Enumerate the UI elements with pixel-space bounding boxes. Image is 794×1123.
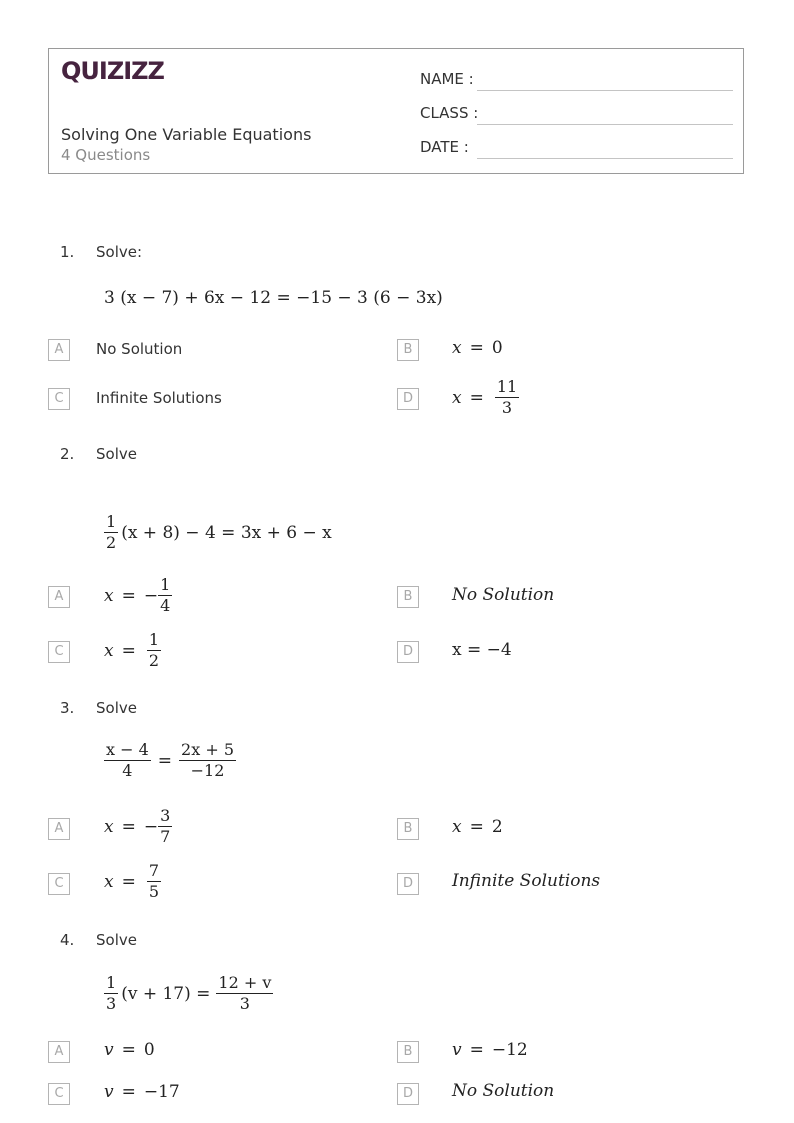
option-var: v (452, 1040, 462, 1060)
option-a[interactable]: No Solution (96, 340, 183, 358)
option-c[interactable] (104, 861, 164, 902)
option-letter[interactable]: A (48, 339, 70, 361)
fraction-denominator: 4 (122, 761, 133, 780)
option-var: x (452, 338, 462, 358)
name-line[interactable] (477, 90, 733, 91)
option-eq: = (121, 816, 136, 837)
option-fraction (147, 861, 161, 902)
equation-rhs-fraction (216, 973, 273, 1014)
option-eq: = (121, 1040, 136, 1060)
equation-rest: (x + 8) − 4 = 3x + 6 − x (121, 522, 332, 543)
class-field[interactable] (420, 101, 733, 125)
option-letter[interactable]: D (397, 1083, 419, 1105)
fraction-denominator: 4 (160, 596, 171, 615)
option-eq: = (469, 1040, 484, 1060)
question-equation (104, 973, 276, 1014)
fraction-numerator: 7 (148, 861, 160, 880)
option-fraction (158, 806, 172, 847)
name-field[interactable] (420, 67, 733, 91)
fraction-denominator: 3 (239, 994, 250, 1013)
option-eq: = (121, 871, 136, 892)
option-c[interactable] (104, 630, 164, 671)
option-letter[interactable]: D (397, 641, 419, 663)
option-eq: = (469, 387, 484, 408)
option-letter[interactable]: C (48, 1083, 70, 1105)
question-prompt: Solve (96, 699, 137, 717)
question-equation (104, 740, 239, 781)
fraction-numerator: 12 + v (218, 973, 272, 992)
class-line[interactable] (477, 124, 733, 125)
option-letter[interactable]: B (397, 339, 419, 361)
option-letter[interactable]: C (48, 388, 70, 410)
question-number: 1. (60, 243, 75, 261)
option-value: 0 (143, 1040, 155, 1060)
option-fraction (495, 377, 519, 418)
fraction-numerator: x − 4 (106, 740, 149, 759)
option-value: −17 (143, 1082, 180, 1102)
option-b[interactable] (452, 817, 503, 837)
option-letter[interactable]: D (397, 388, 419, 410)
fraction-denominator: −12 (190, 761, 225, 780)
option-eq: = (121, 640, 136, 661)
option-a[interactable] (104, 575, 175, 616)
equation-equals: = (157, 750, 173, 771)
question-prompt: Solve: (96, 243, 143, 261)
equation-fraction (104, 512, 118, 553)
option-d[interactable] (452, 377, 522, 418)
fraction-numerator: 11 (496, 377, 518, 396)
option-letter[interactable]: C (48, 873, 70, 895)
worksheet-header (48, 48, 744, 174)
option-var: x (104, 816, 114, 837)
option-eq: = (469, 817, 484, 837)
fraction-denominator: 3 (106, 994, 117, 1013)
fraction-numerator: 1 (148, 630, 160, 649)
option-a[interactable] (104, 1040, 155, 1060)
question-number: 2. (60, 445, 75, 463)
date-field[interactable] (420, 135, 733, 159)
fraction-numerator: 1 (106, 512, 117, 531)
question-count: 4 Questions (61, 146, 151, 164)
option-sign: − (143, 816, 159, 837)
option-var: x (104, 640, 114, 661)
equation-lhs-fraction (104, 740, 151, 781)
fraction-numerator: 1 (160, 575, 171, 594)
equation-lhs-fraction (104, 973, 118, 1014)
question-prompt: Solve (96, 445, 137, 463)
option-c[interactable] (104, 1082, 180, 1102)
option-letter[interactable]: B (397, 818, 419, 840)
fraction-numerator: 3 (160, 806, 171, 825)
option-letter[interactable]: A (48, 586, 70, 608)
option-value: −12 (491, 1040, 528, 1060)
question-number: 3. (60, 699, 75, 717)
equation-rhs-fraction (179, 740, 236, 781)
option-var: x (104, 871, 114, 892)
option-a[interactable] (104, 806, 175, 847)
option-letter[interactable]: C (48, 641, 70, 663)
question-prompt: Solve (96, 931, 137, 949)
option-sign: − (143, 585, 159, 606)
option-letter[interactable]: A (48, 818, 70, 840)
option-fraction (147, 630, 161, 671)
name-label: NAME : (420, 70, 474, 88)
worksheet-title: Solving One Variable Equations (61, 125, 312, 144)
question-number: 4. (60, 931, 75, 949)
option-value: 2 (491, 817, 503, 837)
option-letter[interactable]: B (397, 1041, 419, 1063)
option-b[interactable]: No Solution (452, 585, 555, 605)
option-var: x (452, 387, 462, 408)
option-letter[interactable]: D (397, 873, 419, 895)
fraction-numerator: 2x + 5 (181, 740, 234, 759)
option-var: v (104, 1040, 114, 1060)
question-equation (104, 512, 332, 553)
quizizz-logo: QUIZIZZ (61, 57, 164, 85)
option-letter[interactable]: A (48, 1041, 70, 1063)
option-eq: = (121, 1082, 136, 1102)
date-line[interactable] (477, 158, 733, 159)
fraction-denominator: 2 (106, 533, 117, 552)
option-d[interactable]: x = −4 (452, 640, 512, 660)
date-label: DATE : (420, 138, 469, 156)
option-var: x (452, 817, 462, 837)
fraction-denominator: 2 (148, 651, 160, 670)
option-c[interactable]: Infinite Solutions (96, 389, 222, 407)
fraction-numerator: 1 (106, 973, 117, 992)
option-b[interactable] (452, 1040, 528, 1060)
option-eq: = (121, 585, 136, 606)
fraction-denominator: 5 (148, 882, 160, 901)
option-eq: = (469, 338, 484, 358)
class-label: CLASS : (420, 104, 479, 122)
option-value: 0 (491, 338, 503, 358)
equation-middle: (v + 17) = (121, 983, 211, 1004)
fraction-denominator: 7 (160, 827, 171, 846)
option-letter[interactable]: B (397, 586, 419, 608)
option-d[interactable]: No Solution (452, 1081, 555, 1101)
option-var: x (104, 585, 114, 606)
option-b[interactable] (452, 338, 503, 358)
question-equation: 3 (x − 7) + 6x − 12 = −15 − 3 (6 − 3x) (104, 288, 443, 308)
option-d[interactable]: Infinite Solutions (452, 871, 601, 891)
option-var: v (104, 1082, 114, 1102)
fraction-denominator: 3 (501, 398, 513, 417)
option-fraction (158, 575, 172, 616)
